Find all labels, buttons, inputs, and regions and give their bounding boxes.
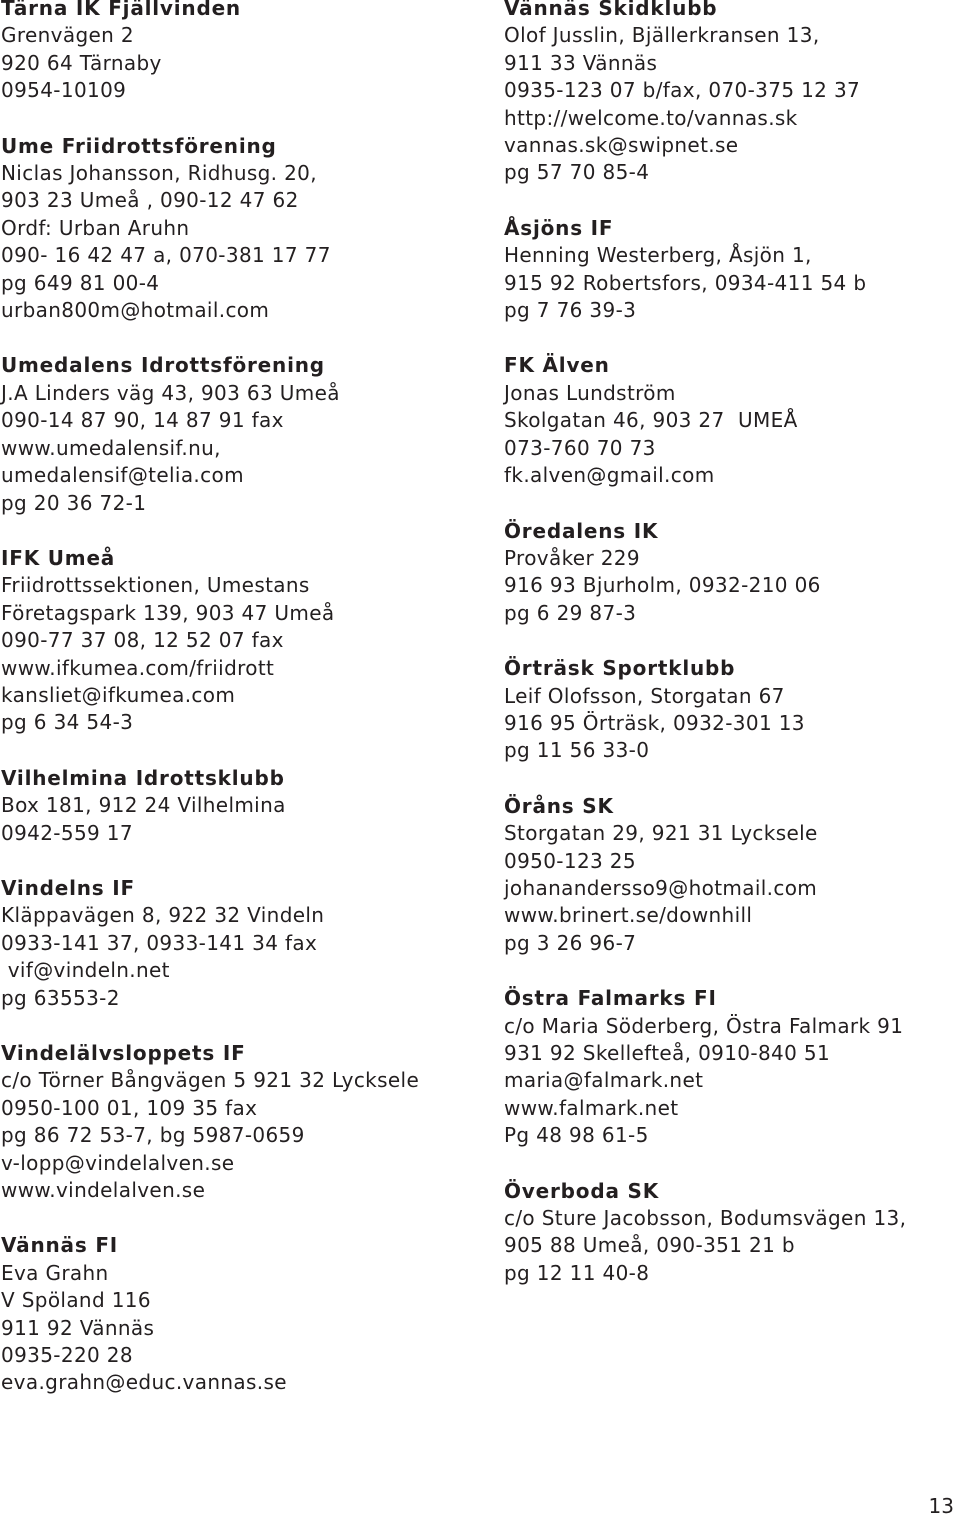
club-detail-line: 0950-100 01, 109 35 fax [1, 1095, 258, 1120]
club-detail-line: kansliet@ifkumea.com [1, 682, 236, 707]
club-detail-line: Friidrottssektionen, Umestans [1, 573, 310, 598]
club-name: FK Älven [504, 353, 610, 378]
club-detail-line: 0935-220 28 [1, 1343, 133, 1368]
club-detail-line: c/o Törner Bångvägen 5 921 32 Lycksele [1, 1068, 420, 1093]
club-entry [1, 545, 491, 737]
club-detail-line: www.brinert.se/downhill [504, 903, 753, 928]
club-detail-line: 090- 16 42 47 a, 070-381 17 77 [1, 243, 331, 268]
club-detail-line: Box 181, 912 24 Vilhelmina [1, 793, 286, 818]
club-detail-line: www.falmark.net [504, 1095, 679, 1120]
club-detail-line: 090-77 37 08, 12 52 07 fax [1, 628, 284, 653]
club-detail-line: www.ifkumea.com/friidrott [1, 655, 275, 680]
club-name: Umedalens Idrottsförening [1, 353, 325, 378]
club-detail-line: 0950-123 25 [504, 848, 636, 873]
club-detail-line: 915 92 Robertsfors, 0934-411 54 b [504, 270, 867, 295]
club-detail-line: 073-760 70 73 [504, 435, 656, 460]
club-detail-line: pg 57 70 85-4 [504, 160, 650, 185]
page-number: 13 [928, 1494, 954, 1518]
club-name: Tärna IK Fjällvinden [1, 0, 241, 20]
club-name: Vilhelmina Idrottsklubb [1, 765, 285, 790]
club-name: Ume Friidrottsförening [1, 133, 277, 158]
club-detail-line: Eva Grahn [1, 1260, 109, 1285]
club-detail-line: 0935-123 07 b/fax, 070-375 12 37 [504, 78, 861, 103]
club-detail-line: Storgatan 29, 921 31 Lycksele [504, 821, 818, 846]
club-detail-line: c/o Sture Jacobsson, Bodumsvägen 13, [504, 1206, 907, 1231]
club-detail-line: pg 6 29 87-3 [504, 600, 637, 625]
club-detail-line: Pg 48 98 61-5 [504, 1123, 649, 1148]
club-entry [504, 352, 960, 489]
club-detail-line: V Spöland 116 [1, 1288, 151, 1313]
club-detail-line: 931 92 Skellefteå, 0910-840 51 [504, 1041, 831, 1065]
club-detail-line: maria@falmark.net [504, 1068, 704, 1093]
club-detail-line: J.A Linders väg 43, 903 63 Umeå [1, 380, 340, 405]
club-entry [1, 1040, 491, 1204]
club-detail-line: pg 63553-2 [1, 985, 120, 1010]
club-entry [1, 765, 491, 847]
club-detail-line: Ordf: Urban Aruhn [1, 215, 190, 240]
club-detail-line: Leif Olofsson, Storgatan 67 [504, 683, 785, 708]
club-name: Öredalens IK [504, 518, 659, 543]
club-detail-line: 916 93 Bjurholm, 0932-210 06 [504, 573, 821, 598]
club-detail-line: 911 92 Vännäs [1, 1315, 155, 1340]
club-detail-line: 0942-559 17 [1, 820, 133, 845]
club-detail-line: Skolgatan 46, 903 27 UMEÅ [504, 408, 798, 433]
club-detail-line: c/o Maria Söderberg, Östra Falmark 91 [504, 1013, 904, 1038]
club-detail-line: pg 3 26 96-7 [504, 930, 637, 955]
club-name: Vindelns IF [1, 875, 135, 900]
club-entry [504, 518, 960, 628]
club-detail-line: www.vindelalven.se [1, 1178, 206, 1203]
club-detail-line: 920 64 Tärnaby [1, 50, 162, 75]
club-detail-line: Provåker 229 [504, 545, 640, 570]
club-detail-line: Kläppavägen 8, 922 32 Vindeln [1, 903, 325, 928]
club-entry [504, 985, 960, 1149]
club-detail-line: www.umedalensif.nu, [1, 435, 221, 460]
club-entry [504, 793, 960, 957]
club-detail-line: urban800m@hotmail.com [1, 298, 270, 323]
club-detail-line: 905 88 Umeå, 090-351 21 b [504, 1233, 795, 1258]
club-detail-line: vannas.sk@swipnet.se [504, 133, 739, 158]
club-detail-line: Jonas Lundström [504, 380, 676, 405]
club-detail-line: pg 20 36 72-1 [1, 490, 147, 515]
club-entry [1, 352, 491, 516]
right-column [504, 0, 960, 1315]
club-detail-line: 911 33 Vännäs [504, 50, 658, 75]
club-name: Örträsk Sportklubb [504, 656, 736, 681]
club-detail-line: Grenvägen 2 [1, 23, 134, 48]
club-detail-line: Företagspark 139, 903 47 Umeå [1, 600, 335, 625]
club-detail-line: pg 12 11 40-8 [504, 1260, 650, 1285]
club-detail-line: http://welcome.to/vannas.sk [504, 105, 798, 130]
left-column [1, 0, 491, 1425]
club-name: Östra Falmarks FI [504, 986, 717, 1011]
club-detail-line: 903 23 Umeå , 090-12 47 62 [1, 188, 299, 213]
club-detail-line: 0954-10109 [1, 78, 127, 103]
club-entry [1, 1232, 491, 1396]
club-detail-line: pg 86 72 53-7, bg 5987-0659 [1, 1123, 305, 1148]
club-name: Vännäs FI [1, 1233, 119, 1258]
club-detail-line: fk.alven@gmail.com [504, 463, 715, 488]
club-entry [504, 0, 960, 187]
club-detail-line: Niclas Johansson, Ridhusg. 20, [1, 161, 317, 186]
club-detail-line: pg 11 56 33-0 [504, 738, 650, 763]
club-name: Vännäs Skidklubb [504, 0, 718, 20]
club-entry [504, 215, 960, 325]
club-detail-line: johanandersso9@hotmail.com [504, 875, 818, 900]
club-entry [504, 655, 960, 765]
club-detail-line: Olof Jusslin, Bjällerkransen 13, [504, 23, 820, 48]
club-entry [1, 133, 491, 325]
club-name: IFK Umeå [1, 545, 116, 570]
club-detail-line: eva.grahn@educ.vannas.se [1, 1370, 287, 1395]
club-entry [504, 1178, 960, 1288]
club-detail-line: pg 649 81 00-4 [1, 270, 160, 295]
club-detail-line: vif@vindeln.net [1, 958, 170, 983]
club-name: Vindelälvsloppets IF [1, 1041, 246, 1065]
club-detail-line: 916 95 Örträsk, 0932-301 13 [504, 710, 805, 735]
club-detail-line: pg 7 76 39-3 [504, 298, 637, 323]
club-name: Åsjöns IF [504, 215, 614, 240]
club-detail-line: umedalensif@telia.com [1, 463, 244, 488]
club-name: Öråns SK [504, 793, 614, 818]
club-entry [1, 0, 491, 105]
club-detail-line: Henning Westerberg, Åsjön 1, [504, 243, 812, 268]
club-detail-line: pg 6 34 54-3 [1, 710, 134, 735]
club-name: Överboda SK [504, 1178, 660, 1203]
club-entry [1, 875, 491, 1012]
club-detail-line: 090-14 87 90, 14 87 91 fax [1, 408, 284, 433]
club-detail-line: v-lopp@vindelalven.se [1, 1150, 235, 1175]
club-detail-line: 0933-141 37, 0933-141 34 fax [1, 930, 318, 955]
